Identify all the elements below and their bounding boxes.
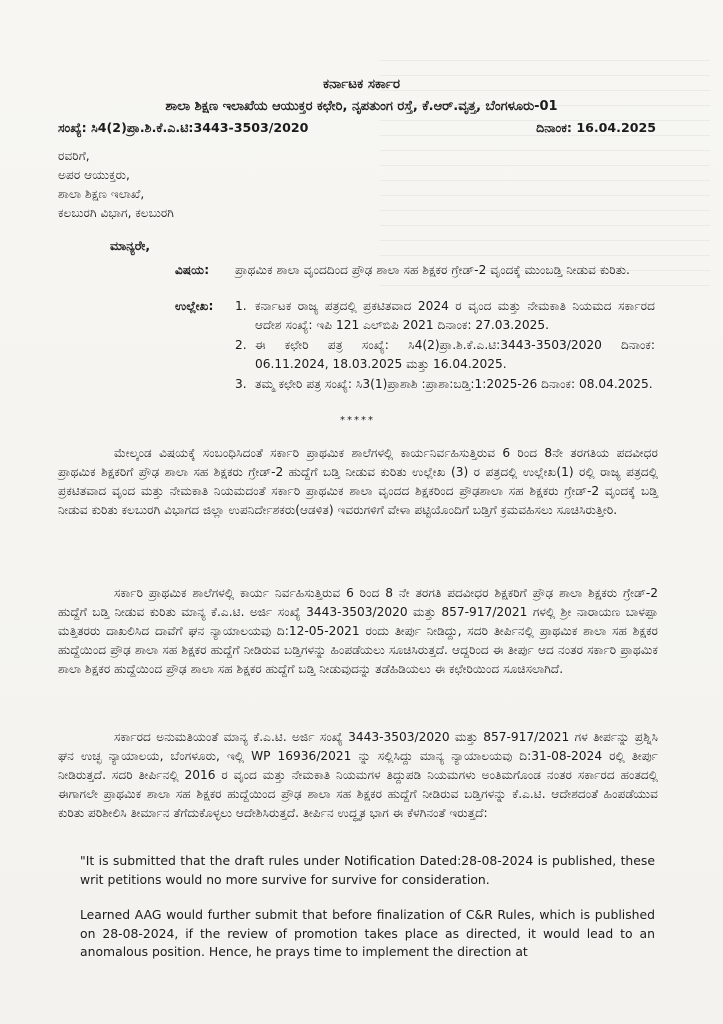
reference-item <box>235 375 655 394</box>
judgment-quote: "It is submitted that the draft rules under Notification Dated:28-08-2024 is published, these writ petitions would no more survive for survive for consideration. <box>80 853 655 887</box>
subject-text: ಪ್ರಾಥಮಿಕ ಶಾಲಾ ವೃಂದದಿಂದ ಪ್ರೌಢ ಶಾಲಾ ಸಹ ಶಿಕ್ಷಕರ ಗ್ರೇಡ್-2 ವೃಂದಕ್ಕೆ ಮುಂಬಡ್ತಿ ನೀಡುವ ಕುರಿತು. <box>235 263 630 277</box>
addressee-line: ಶಾಲಾ ಶಿಕ್ಷಣ ಇಲಾಖೆ, <box>58 186 145 201</box>
body-paragraph: ಮೇಲ್ಕಂಡ ವಿಷಯಕ್ಕೆ ಸಂಬಂಧಿಸಿದಂತೆ ಸರ್ಕಾರಿ ಪ್ರಾಥಮಿಕ ಶಾಲೆಗಳಲ್ಲಿ ಕಾರ್ಯನಿರ್ವಹಿಸುತ್ತಿರುವ 6 ರಿಂದ 8ನೇ ತರಗತಿಯ ಪದವೀಧರ ಪ್ರಾಥಮಿಕ ಶಿಕ್ಷಕರಿಗೆ ಪ್ರೌಢ ಶಾಲಾ ಸಹ ಶಿಕ್ಷಕರು ಗ್ರೇಡ್-2 ಹುದ್ದೆಗೆ ಬಡ್ತಿ ನೀಡುವ ಕುರಿತು ಉಲ್ಲೇಖ (3) ರ ಪತ್ರದಲ್ಲಿ ಉಲ್ಲೇಖ(1) ರಲ್ಲಿ ರಾಜ್ಯ ಪತ್ರದಲ್ಲಿ ಪ್ರಕಟಿತವಾದ ವೃಂದ ಮತ್ತು ನೇಮಕಾತಿ ನಿಯಮದಂತೆ ಸರ್ಕಾರಿ ಪ್ರಾಥಮಿಕ ಶಾಲಾ ವೃಂದದ ಶಿಕ್ಷಕರಿಂದ ಪ್ರೌಢಶಾಲಾ ಸಹ ಶಿಕ್ಷಕರು ಗ್ರೇಡ್-2 ವೃಂದಕ್ಕೆ ಬಡ್ತಿ ನೀಡುವ ಕುರಿತು ಕಲಬುರಗಿ ವಿಭಾಗದ ಜಿಲ್ಲಾ ಉಪನಿರ್ದೇಶಕರು(ಆಡಳಿತ) ಇವರುಗಳಿಗೆ ವೇಳಾ ಪಟ್ಟಿಯೊಂದಿಗೆ ಬಡ್ತಿಗೆ ಕ್ರಮವಹಿಸಲು ಸೂಚಿಸಿರುತ್ತೀರಿ. <box>58 446 658 517</box>
addressee-greeting: ರವರಿಗೆ, <box>58 149 90 163</box>
judgment-quote: Learned AAG would further submit that before finalization of C&R Rules, which is published on 28-08-2024, if the review of promotion takes place as directed, it would lead to an anomalous position. Hence, he prays time to implement the direction at <box>80 907 655 960</box>
body-paragraph: ಸರ್ಕಾರದ ಅನುಮತಿಯಂತೆ ಮಾನ್ಯ ಕೆ.ಎ.ಟಿ. ಅರ್ಜಿ ಸಂಖ್ಯೆ 3443-3503/2020 ಮತ್ತು 857-917/2021 ಗಳ ತೀರ್ಪನ್ನು ಪ್ರಶ್ನಿಸಿ ಘನ ಉಚ್ಛ ನ್ಯಾಯಾಲಯ, ಬೆಂಗಳೂರು, ಇಲ್ಲಿ WP 16936/2021 ನ್ನು ಸಲ್ಲಿಸಿದ್ದು ಮಾನ್ಯ ನ್ಯಾಯಾಲಯವು ದಿ:31-08-2024 ರಲ್ಲಿ ತೀರ್ಪು ನೀಡಿರುತ್ತದೆ. ಸದರಿ ತೀರ್ಪಿನಲ್ಲಿ 2016 ರ ವೃಂದ ಮತ್ತು ನೇಮಕಾತಿ ನಿಯಮಗಳ ತಿದ್ದುಪಡಿ ನಿಯಮಗಳು ಅಂತಿಮಗೊಂಡ ನಂತರ ಸರ್ಕಾರದ ಹಂತದಲ್ಲಿ ಈಗಾಗಲೇ ಪ್ರಾಥಮಿಕ ಶಾಲಾ ಸಹ ಶಿಕ್ಷಕರ ಹುದ್ದೆಯಿಂದ ಪ್ರೌಢ ಶಾಲಾ ಸಹ ಶಿಕ್ಷಕರ ಹುದ್ದೆಗೆ ನೀಡಿರುವ ಬಡ್ತಿಗಳನ್ನು ಕೆ.ಎ.ಟಿ. ಆದೇಶದಂತೆ ಹಿಂಪಡೆಯುವ ಕುರಿತು ಪರಿಶೀಲಿಸಿ ತೀರ್ಮಾನ ತೆಗೆದುಕೊಳ್ಳಲು ಆದೇಶಿಸಿರುತ್ತದೆ. ತೀರ್ಪಿನ ಉದ್ಧೃತ ಭಾಗ ಈ ಕೆಳಗಿನಂತೆ ಇರುತ್ತದೆ: <box>58 730 658 820</box>
salutation: ಮಾನ್ಯರೇ, <box>110 238 151 253</box>
references-list <box>235 297 655 395</box>
subject-label: ವಿಷಯ: <box>175 263 210 277</box>
body-paragraph: ಸರ್ಕಾರಿ ಪ್ರಾಥಮಿಕ ಶಾಲೆಗಳಲ್ಲಿ ಕಾರ್ಯ ನಿರ್ವಹಿಸುತ್ತಿರುವ 6 ರಿಂದ 8 ನೇ ತರಗತಿ ಪದವೀಧರ ಶಿಕ್ಷಕರಿಗೆ ಪ್ರೌಢ ಶಾಲಾ ಶಿಕ್ಷಕರು ಗ್ರೇಡ್-2 ಹುದ್ದೆಗೆ ಬಡ್ತಿ ನೀಡುವ ಕುರಿತು ಮಾನ್ಯ ಕೆ.ಎ.ಟಿ. ಅರ್ಜಿ ಸಂಖ್ಯೆ 3443-3503/2020 ಮತ್ತು 857-917/2021 ಗಳಲ್ಲಿ ಶ್ರೀ ನಾರಾಯಣ ಬಾಳಪ್ಪಾ ಮತ್ತಿತರರು ದಾಖಲಿಸಿದ ದಾವೆಗೆ ಘನ ನ್ಯಾಯಾಲಯವು ದಿ:12-05-2021 ರಂದು ತೀರ್ಪು ನೀಡಿದ್ದು, ಸದರಿ ತೀರ್ಪಿನಲ್ಲಿ ಪ್ರಾಥಮಿಕ ಶಾಲಾ ಸಹ ಶಿಕ್ಷಕರ ಹುದ್ದೆಯಿಂದ ಪ್ರೌಢ ಶಾಲಾ ಸಹ ಶಿಕ್ಷಕರ ಹುದ್ದೆಗೆ ನೀಡಿರುವ ಬಡ್ತಿಗಳನ್ನು ಹಿಂಪಡೆಯಲು ಸೂಚಿಸಿರುತ್ತದೆ. ಆದ್ದರಿಂದ ಈ ತೀರ್ಪು ಆದ ನಂತರ ಸರ್ಕಾರಿ ಪ್ರಾಥಮಿಕ ಶಾಲಾ ಶಿಕ್ಷಕರ ಹುದ್ದೆಯಿಂದ ಪ್ರೌಢ ಶಾಲಾ ಸಹ ಶಿಕ್ಷಕರ ಹುದ್ದೆಗೆ ಬಡ್ತಿ ನೀಡುವುದನ್ನು ತಡೆಹಿಡಿಯಲು ಈ ಕಛೇರಿಯಿಂದ ಸೂಚಿಸಲಾಗಿದೆ. <box>58 586 658 676</box>
letter-date: ದಿನಾಂಕ: 16.04.2025 <box>536 120 656 135</box>
reference-number-label: 3. <box>235 376 247 391</box>
reference-item <box>235 297 655 335</box>
reference-text: ತಮ್ಮ ಕಛೇರಿ ಪತ್ರ ಸಂಖ್ಯೆ: ಸಿ3(1)ಪ್ರಾಶಾಶಿ :ಪ್ರಾಶಾ:ಬಡ್ತಿ:1:2025-26 ದಿನಾಂಕ: 08.04.2025. <box>255 376 653 391</box>
reference-number-label: 2. <box>235 337 247 352</box>
addressee-line: ಕಲಬುರಗಿ ವಿಭಾಗ, ಕಲಬುರಗಿ <box>58 205 174 220</box>
reference-row <box>58 118 656 138</box>
reference-item <box>235 336 655 374</box>
reference-number: ಸಂಖ್ಯೆ: ಸಿ4(2)ಪ್ರಾ.ಶಿ.ಕೆ.ಎ.ಟಿ:3443-3503/2020 <box>58 120 309 135</box>
references-label: ಉಲ್ಲೇಖ: <box>175 299 214 313</box>
separator-stars: ***** <box>340 415 375 426</box>
addressee-line: ಅಪರ ಆಯುಕ್ತರು, <box>58 167 130 182</box>
subject-block <box>175 261 655 280</box>
government-title: ಕರ್ನಾಟಕ ಸರ್ಕಾರ <box>322 76 401 92</box>
reference-text: ಈ ಕಛೇರಿ ಪತ್ರ ಸಂಖ್ಯೆ: ಸಿ4(2)ಪ್ರಾ.ಶಿ.ಕೆ.ಎ.ಟಿ:3443-3503/2020 ದಿನಾಂಕ: 06.11.2024, 18.03.2025 ಮತ್ತು 16.04.2025. <box>255 337 655 371</box>
office-address: ಶಾಲಾ ಶಿಕ್ಷಣ ಇಲಾಖೆಯ ಆಯುಕ್ತರ ಕಛೇರಿ, ನೃಪತುಂಗ ರಸ್ತೆ, ಕೆ.ಆರ್.ವೃತ್ತ, ಬೆಂಗಳೂರು-01 <box>165 99 558 114</box>
addressee-block <box>58 147 174 223</box>
references-block <box>175 297 655 395</box>
reference-number-label: 1. <box>235 299 247 313</box>
reference-text: ಕರ್ನಾಟಕ ರಾಜ್ಯ ಪತ್ರದಲ್ಲಿ ಪ್ರಕಟಿತವಾದ 2024 ರ ವೃಂದ ಮತ್ತು ನೇಮಕಾತಿ ನಿಯಮದ ಸರ್ಕಾರದ ಆದೇಶ ಸಂಖ್ಯೆ: ಇಪಿ 121 ಎಲ್‌ಬಿಪಿ 2021 ದಿನಾಂಕ: 27.03.2025. <box>255 299 655 332</box>
